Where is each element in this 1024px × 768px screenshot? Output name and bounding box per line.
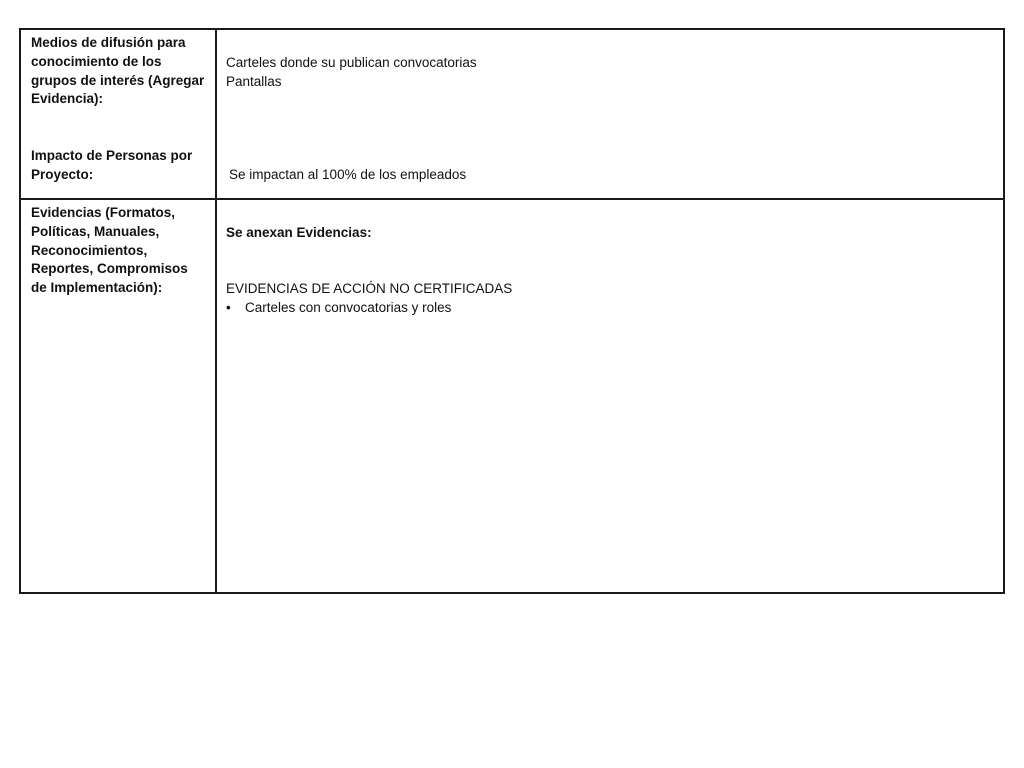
evidence-list [226,299,451,318]
evidence-table [19,28,1005,594]
list-item [226,299,451,318]
media-line-screens: Pantallas [226,73,282,89]
evidence-heading: Se anexan Evidencias: [226,225,372,240]
impact-label: Impacto de Personas por Proyecto: [31,148,193,182]
impact-value: Se impactan al 100% de los empleados [229,167,467,182]
column-divider [215,30,217,198]
media-label: Medios de difusión para conocimiento de los grupos de interés (Agregar Evidencia): [31,35,205,107]
table-row-evidence [21,200,1003,592]
column-divider [215,200,217,592]
evidence-item-text: Carteles con convocatorias y roles [245,300,452,315]
bullet-icon: • [226,300,231,315]
evidence-label: Evidencias (Formatos, Políticas, Manuales, Reconocimientos, Reportes, Compromisos de Implementación): [31,205,188,296]
media-values [226,54,477,92]
media-line-posters: Carteles donde su publican convocatorias [226,55,477,70]
table-row-media-impact [21,30,1003,200]
evidence-subheading: EVIDENCIAS DE ACCIÓN NO CERTIFICADAS [226,281,513,296]
